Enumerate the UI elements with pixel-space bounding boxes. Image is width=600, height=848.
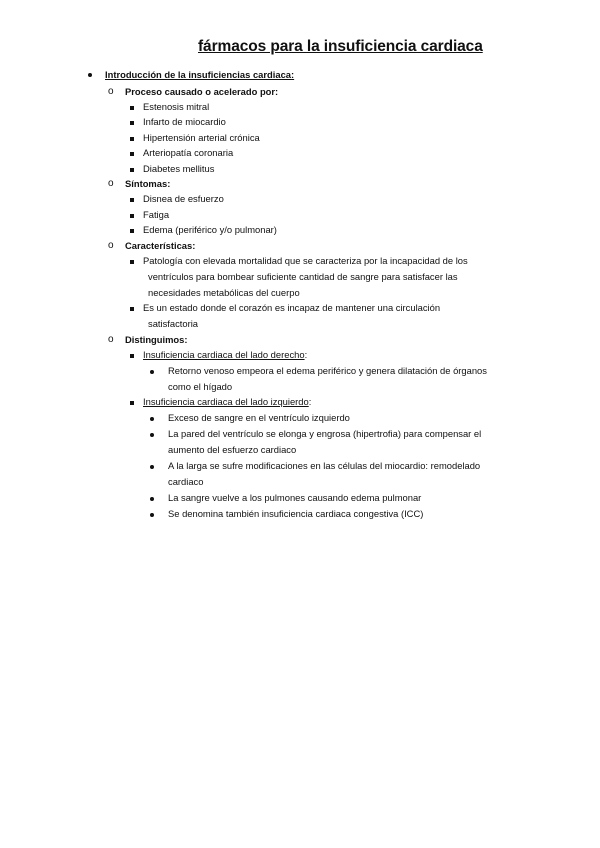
distinguish-label: Distinguimos: (125, 334, 188, 345)
bullet-square (130, 214, 134, 218)
bullet-square (130, 229, 134, 233)
document-title: fármacos para la insuficiencia cardiaca (198, 38, 483, 55)
bullet-dot (88, 73, 92, 77)
list-item-line: La pared del ventrículo se elonga y engrosa (hipertrofia) para compensar el (168, 428, 482, 439)
bullet-square (130, 106, 134, 110)
bullet-dot (150, 465, 154, 469)
list-item-line: Patología con elevada mortalidad que se caracteriza por la incapacidad de los (143, 255, 468, 266)
list-item: Fatiga (143, 209, 170, 220)
list-item-line: Retorno venoso empeora el edema periférico y genera dilatación de órganos (168, 365, 487, 376)
bullet-square (130, 152, 134, 156)
bullet-dot (150, 370, 154, 374)
intro-heading: Introducción de la insuficiencias cardiaca: (105, 69, 295, 80)
bullet-dot (150, 433, 154, 437)
list-item-line: como el hígado (168, 381, 233, 392)
bullet-square (130, 137, 134, 141)
list-item-line: La sangre vuelve a los pulmones causando edema pulmonar (168, 492, 422, 503)
bullet-square (130, 307, 134, 311)
list-item-line: aumento del esfuerzo cardiaco (168, 444, 297, 455)
list-item: Disnea de esfuerzo (143, 193, 224, 204)
bullet-square (130, 121, 134, 125)
right-heart-label (143, 349, 307, 361)
bullet-circle: o (108, 334, 114, 345)
bullet-circle: o (108, 178, 114, 189)
bullet-dot (150, 417, 154, 421)
list-item-line: ventrículos para bombear suficiente cantidad de sangre para satisfacer las (148, 271, 458, 282)
symptoms-label: Síntomas: (125, 178, 171, 189)
bullet-circle: o (108, 86, 114, 97)
bullet-square (130, 260, 134, 264)
list-item: Infarto de miocardio (143, 116, 226, 127)
list-item-line: Se denomina también insuficiencia cardiaca congestiva (ICC) (168, 508, 424, 519)
left-heart-label-text: Insuficiencia cardiaca del lado izquierdo (143, 396, 309, 407)
bullet-dot (150, 513, 154, 517)
list-item-line: satisfactoria (148, 318, 199, 329)
right-heart-label-text: Insuficiencia cardiaca del lado derecho (143, 349, 305, 360)
bullet-circle: o (108, 240, 114, 251)
bullet-dot (150, 497, 154, 501)
list-item-line: Exceso de sangre en el ventrículo izquierdo (168, 412, 350, 423)
bullet-square (130, 354, 134, 358)
bullet-square (130, 168, 134, 172)
list-item: Estenosis mitral (143, 101, 210, 112)
left-heart-label-suffix: : (308, 396, 312, 407)
list-item: Hipertensión arterial crónica (143, 132, 260, 143)
list-item-line: A la larga se sufre modificaciones en las células del miocardio: remodelado (168, 460, 481, 471)
list-item: Diabetes mellitus (143, 163, 215, 174)
list-item-line: Es un estado donde el corazón es incapaz de mantener una circulación (143, 302, 441, 313)
left-heart-label (143, 396, 311, 408)
list-item-line: necesidades metabólicas del cuerpo (148, 287, 300, 298)
causes-label: Proceso causado o acelerado por: (125, 86, 279, 97)
list-item: Arteriopatía coronaria (143, 147, 234, 158)
features-label: Características: (125, 240, 196, 251)
bullet-square (130, 401, 134, 405)
list-item-line: cardiaco (168, 476, 204, 487)
bullet-square (130, 198, 134, 202)
right-heart-label-suffix: : (304, 349, 308, 360)
list-item: Edema (periférico y/o pulmonar) (143, 224, 277, 235)
